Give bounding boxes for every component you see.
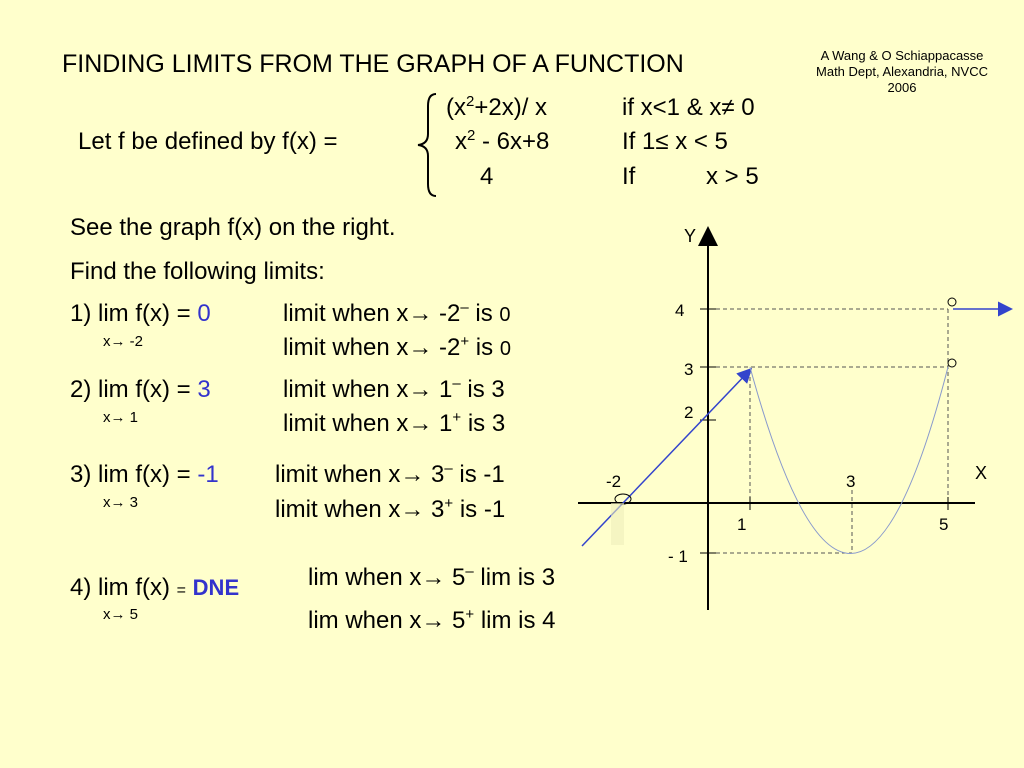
- problem-1-answer: 0: [197, 300, 211, 327]
- hole-highlight: [611, 503, 624, 545]
- y-tick-label-3: 3: [684, 360, 694, 379]
- y-tick-label-2: 2: [684, 403, 694, 422]
- problem-1-right-limit: limit when x→ -2+ is 0: [283, 333, 511, 361]
- y-axis-label: Y: [684, 226, 697, 246]
- problem-3-approach: x→ 3: [103, 494, 139, 511]
- x-tick-label-minus2: -2: [606, 472, 622, 491]
- piece-3-condition-if: If: [622, 163, 636, 190]
- hole-at-5-y3: [948, 359, 956, 367]
- find-limits-text: Find the following limits:: [70, 258, 325, 285]
- problem-4-approach: x→ 5: [103, 606, 139, 623]
- piece-2-condition: If 1≤ x < 5: [622, 128, 728, 155]
- see-graph-text: See the graph f(x) on the right.: [70, 214, 396, 241]
- problem-3-label: 3) lim f(x) = -1: [70, 461, 219, 488]
- problem-4-right-limit: lim when x→ 5+ lim is 4: [308, 606, 556, 634]
- piece-1-expression: $(x^2+2x)/$ x: [446, 93, 548, 121]
- problem-4-label: 4) lim f(x) = DNE: [70, 574, 240, 601]
- y-tick-label-4: 4: [675, 301, 685, 320]
- problem-1-approach: x→ -2: [103, 333, 144, 350]
- linear-piece: [582, 370, 750, 546]
- credit-line-1: A Wang & O Schiappacasse: [820, 48, 984, 63]
- problem-2-approach: x→ 1: [103, 409, 139, 426]
- piece-1-condition: if x<1 & x≠ 0: [622, 94, 755, 121]
- problem-2-answer: 3: [197, 376, 211, 403]
- problem-2-right-limit: limit when x→ 1+ is 3: [283, 409, 506, 437]
- hole-at-5-y4: [948, 298, 956, 306]
- problem-3-right-limit: limit when x→ 3+ is -1: [275, 495, 506, 523]
- problem-1-label: 1) lim f(x) = 0: [70, 300, 211, 327]
- problem-4-answer: DNE: [192, 575, 240, 600]
- piece-3-expression: 4: [480, 163, 494, 190]
- problem-2-label: 2) lim f(x) = 3: [70, 376, 211, 403]
- x-tick-label-1: 1: [737, 515, 747, 534]
- x-axis-label: X: [975, 463, 988, 483]
- credit-line-2: Math Dept, Alexandria, NVCC: [816, 64, 988, 79]
- problem-3-answer: -1: [197, 461, 219, 488]
- problem-2-left-limit: limit when x→ 1– is 3: [283, 375, 505, 403]
- problem-3-left-limit: limit when x→ 3– is -1: [275, 460, 505, 488]
- problem-4-left-limit: lim when x→ 5– lim is 3: [308, 563, 556, 591]
- y-tick-label-minus1: - 1: [668, 547, 688, 566]
- problem-1-left-limit: limit when x→ -2– is 0: [283, 299, 511, 327]
- parabola-piece: [750, 367, 948, 554]
- x-tick-label-3: 3: [846, 472, 856, 491]
- x-tick-label-5: 5: [939, 515, 949, 534]
- piece-2-expression: $x^2 - 6x+8$: [455, 127, 550, 155]
- definition-intro: Let f be defined by f(x) =: [78, 128, 338, 155]
- page-title: FINDING LIMITS FROM THE GRAPH OF A FUNCTION: [62, 50, 684, 78]
- piece-3-condition: x > 5: [706, 163, 759, 190]
- credit-line-3: 2006: [887, 80, 917, 95]
